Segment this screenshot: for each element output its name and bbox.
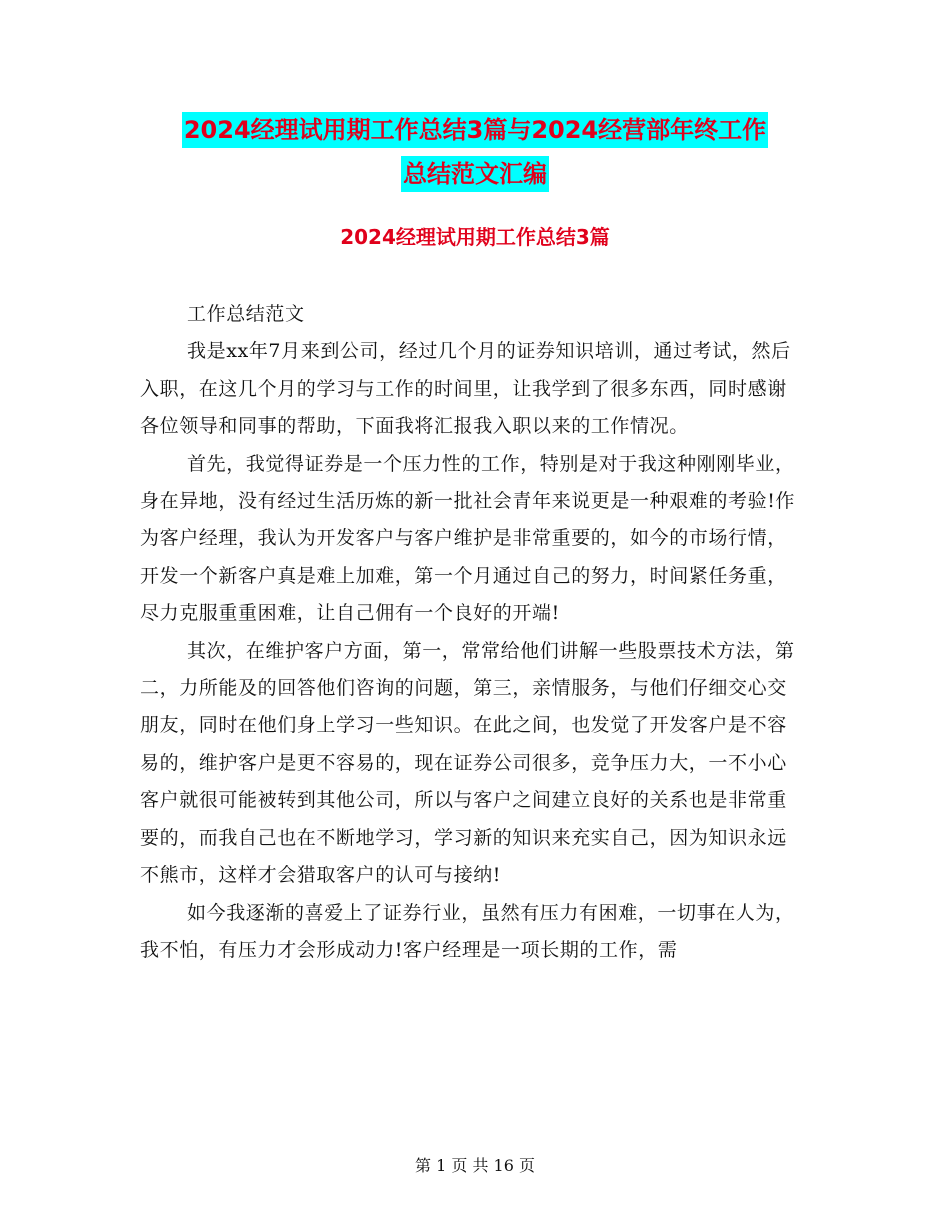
page-footer: 第 1 页 共 16 页: [415, 1156, 535, 1175]
document-title-line-2: [100, 160, 850, 188]
document-body: [140, 296, 805, 969]
document-title-highlight-1: 2024经理试用期工作总结3篇与2024经营部年终工作: [182, 112, 768, 148]
paragraph-intro: 我是xx年7月来到公司，经过几个月的证券知识培训，通过考试，然后入职，在这几个月的学习与工作的时间里，让我学到了很多东西，同时感谢各位领导和同事的帮助，下面我将汇报我入职以来的工作情况。: [140, 340, 791, 438]
paragraph-second: 其次，在维护客户方面，第一，常常给他们讲解一些股票技术方法，第二，力所能及的回答他们咨询的问题，第三，亲情服务，与他们仔细交心交朋友，同时在他们身上学习一些知识。在此之间，也发觉了开发客户是不容易的，维护客户是更不容易的，现在证券公司很多，竞争压力大，一不小心客户就很可能被转到其他公司，所以与客户之间建立良好的关系也是非常重要的，而我自己也在不断地学习，学习新的知识来充实自己，因为知识永远不熊市，这样才会猎取客户的认可与接纳!: [140, 639, 795, 887]
paragraph-third: 如今我逐渐的喜爱上了证券行业，虽然有压力有困难，一切事在人为，我不怕，有压力才会形成动力!客户经理是一项长期的工作，需: [140, 901, 795, 961]
section-title: 2024经理试用期工作总结3篇: [340, 225, 610, 249]
paragraph-heading: 工作总结范文: [187, 303, 305, 325]
document-title-line-1: [100, 116, 850, 144]
document-title-highlight-2: 总结范文汇编: [401, 156, 549, 192]
paragraph-first: 首先，我觉得证券是一个压力性的工作，特别是对于我这种刚刚毕业，身在异地，没有经过生活历炼的新一批社会青年来说更是一种艰难的考验!作为客户经理，我认为开发客户与客户维护是非常重要的，如今的市场行情，开发一个新客户真是难上加难，第一个月通过自己的努力，时间紧任务重，尽力克服重重困难，让自己佣有一个良好的开端!: [140, 452, 796, 625]
